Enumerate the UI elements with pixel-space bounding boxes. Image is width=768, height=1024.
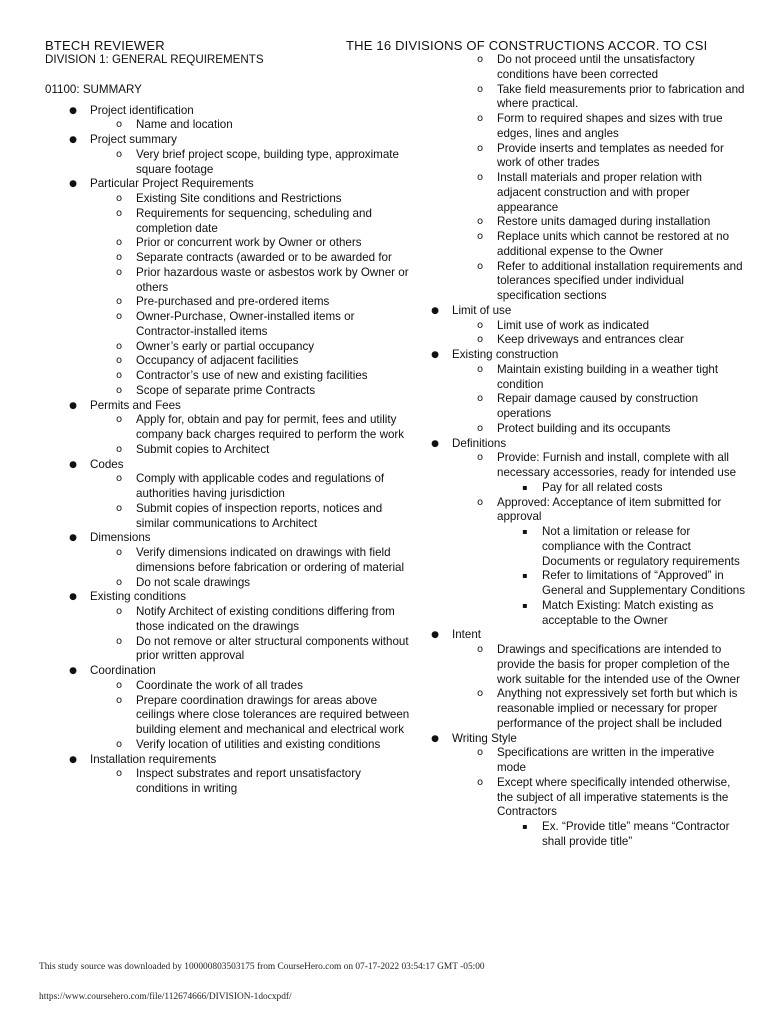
list-item-text: Apply for, obtain and pay for permit, fees and utility company back charges required to perform the work [136, 413, 405, 441]
bullet-icon: ▪ [522, 527, 528, 536]
list-item-text: Limit use of work as indicated [497, 318, 650, 332]
list-item-text: Anything not expressively set forth but which is reasonable implied or necessary for proper performance of the project shall be included [497, 687, 738, 730]
list-item-text: Dimensions [90, 531, 151, 545]
bullet-icon: o [115, 384, 123, 396]
list-item-level-2 [425, 746, 745, 776]
list-item-text: Do not scale drawings [136, 575, 251, 589]
list-item-level-2 [425, 687, 745, 731]
list-item-level-2 [45, 679, 410, 694]
bullet-icon: o [115, 547, 123, 558]
bullet-icon: o [115, 266, 123, 278]
bullet-icon: ● [69, 135, 77, 145]
bullet-icon: o [115, 311, 123, 322]
list-item-level-2 [45, 310, 410, 340]
bullet-icon: ● [431, 733, 439, 744]
list-item-level-1 [45, 664, 410, 679]
header-right-title: THE 16 DIVISIONS OF CONSTRUCTIONS ACCOR. TO CSI [346, 38, 708, 53]
bullet-icon: ▪ [522, 600, 528, 610]
bullet-icon: o [115, 193, 123, 204]
bullet-icon: o [476, 644, 484, 655]
section-title: 01100: SUMMARY [45, 82, 142, 96]
list-item-text: Codes [90, 457, 124, 471]
list-item-level-2 [45, 207, 410, 237]
bullet-icon: ● [69, 754, 77, 765]
list-item-level-2 [45, 118, 410, 133]
bullet-icon: ● [431, 630, 439, 641]
list-item-text: Intent [452, 628, 482, 642]
bullet-icon: o [476, 216, 484, 228]
list-item-level-2 [45, 236, 410, 251]
list-item-text: Ex. “Provide title” means “Contractor shall provide title” [542, 820, 730, 848]
list-item-text: Not a limitation or release for compliance with the Contract Documents or regulatory requirements [542, 525, 740, 568]
bullet-icon: o [115, 355, 123, 367]
list-item-level-2 [45, 605, 410, 635]
bullet-icon: ● [69, 179, 77, 190]
list-item-level-2 [45, 472, 410, 502]
list-item-text: Owner’s early or partial occupancy [136, 339, 315, 353]
list-item-text: Particular Project Requirements [90, 177, 254, 191]
list-item-text: Do not proceed until the unsatisfactory conditions have been corrected [497, 53, 695, 81]
list-item-text: Provide inserts and templates as needed for work of other trades [497, 141, 724, 170]
list-item-text: Project identification [90, 103, 194, 117]
list-item-text: Replace units which cannot be restored at no additional expense to the Owner [497, 230, 730, 258]
download-notice: This study source was downloaded by 100000803503175 from CourseHero.com on 07-17-2022 03:54:17 GMT -05:00 [39, 962, 485, 972]
bullet-icon: o [476, 393, 484, 405]
bullet-icon: o [115, 576, 123, 588]
source-url: https://www.coursehero.com/file/112674666/DIVISION-1docxpdf/ [39, 992, 292, 1002]
list-item-text: Submit copies of inspection reports, notices and similar communications to Architect [136, 501, 383, 530]
list-item-level-2 [45, 192, 410, 207]
bullet-icon: ▪ [522, 571, 528, 581]
list-item-text: Match Existing: Match existing as acceptable to the Owner [542, 598, 714, 627]
bullet-icon: o [115, 252, 123, 263]
list-item-text: Verify dimensions indicated on drawings with field dimensions before fabrication or ordering of material [136, 546, 405, 574]
list-item-level-1 [45, 133, 410, 148]
bullet-icon: o [115, 473, 123, 485]
list-item-level-1 [45, 531, 410, 546]
list-item-level-2 [425, 422, 745, 437]
list-item-level-2 [425, 392, 745, 422]
bullet-icon: o [476, 260, 484, 272]
bullet-icon: ● [69, 666, 77, 676]
list-item-text: Refer to additional installation requirements and tolerances specified under individual specification sections [497, 259, 743, 302]
list-item-level-2 [425, 112, 745, 142]
bullet-icon: o [115, 340, 123, 352]
list-item-level-2 [425, 142, 745, 172]
bullet-icon: o [476, 452, 484, 464]
bullet-icon: o [115, 207, 123, 219]
list-item-level-2 [425, 215, 745, 230]
list-item-text: Installation requirements [90, 752, 217, 766]
bullet-icon: o [115, 443, 123, 455]
list-item-level-2 [425, 260, 745, 304]
list-item-level-2 [425, 496, 745, 526]
list-item-text: Form to required shapes and sizes with true edges, lines and angles [497, 112, 723, 140]
list-item-text: Very brief project scope, building type, approximate square footage [136, 147, 399, 176]
bullet-icon: ● [431, 438, 439, 449]
list-item-level-1 [425, 304, 745, 319]
list-item-text: Except where specifically intended otherwise, the subject of all imperative statements is the Contractors [497, 775, 731, 819]
bullet-icon: o [476, 113, 484, 124]
list-item-text: Protect building and its occupants [497, 421, 671, 435]
list-item-level-3 [425, 525, 745, 569]
right-column [425, 53, 745, 850]
bullet-icon: o [476, 142, 484, 154]
bullet-icon: o [476, 688, 484, 700]
list-item-text: Coordination [90, 664, 156, 677]
list-item-level-2 [45, 694, 410, 738]
bullet-icon: o [115, 370, 123, 381]
list-item-text: Existing Site conditions and Restrictions [136, 192, 342, 205]
list-item-text: Pay for all related costs [542, 480, 663, 494]
left-outline-list [45, 104, 410, 797]
bullet-icon: o [115, 414, 123, 426]
bullet-icon: ▪ [522, 482, 528, 492]
list-item-level-2 [425, 451, 745, 481]
bullet-icon: o [115, 635, 123, 647]
list-item-text: Writing Style [452, 731, 517, 745]
list-item-level-1 [45, 590, 410, 605]
list-item-level-2 [45, 767, 410, 797]
list-item-text: Existing conditions [90, 590, 187, 604]
list-item-level-3 [425, 569, 745, 599]
list-item-level-1 [45, 399, 410, 414]
list-item-level-1 [425, 348, 745, 363]
bullet-icon: o [115, 679, 123, 691]
list-item-level-2 [425, 319, 745, 334]
list-item-text: Restore units damaged during installation [497, 215, 711, 229]
list-item-level-2 [425, 53, 745, 83]
bullet-icon: ● [69, 400, 77, 411]
bullet-icon: o [476, 747, 484, 759]
list-item-text: Specifications are written in the imperative mode [497, 746, 715, 774]
bullet-icon: ● [69, 105, 77, 116]
bullet-icon: o [115, 502, 123, 514]
list-item-level-2 [45, 635, 410, 665]
bullet-icon: ● [69, 533, 77, 544]
list-item-text: Pre-purchased and pre-ordered items [136, 295, 330, 309]
bullet-icon: o [476, 231, 484, 242]
list-item-text: Occupancy of adjacent facilities [136, 354, 299, 368]
list-item-level-1 [425, 437, 745, 452]
list-item-level-2 [45, 295, 410, 310]
bullet-icon: o [115, 148, 123, 160]
list-item-text: Permits and Fees [90, 398, 181, 412]
bullet-icon: o [476, 54, 484, 65]
list-item-level-1 [45, 177, 410, 192]
list-item-text: Prior hazardous waste or asbestos work by Owner or others [136, 265, 409, 294]
list-item-text: Scope of separate prime Contracts [136, 383, 316, 397]
list-item-level-1 [45, 104, 410, 119]
list-item-level-2 [45, 502, 410, 532]
list-item-level-2 [45, 443, 410, 458]
list-item-level-2 [45, 384, 410, 399]
list-item-level-2 [45, 340, 410, 355]
list-item-level-1 [45, 458, 410, 473]
list-item-level-3 [425, 481, 745, 496]
bullet-icon: o [115, 738, 123, 750]
list-item-text: Verify location of utilities and existing conditions [136, 737, 381, 751]
bullet-icon: o [476, 172, 484, 183]
list-item-level-2 [45, 413, 410, 443]
list-item-level-2 [425, 363, 745, 393]
bullet-icon: o [476, 363, 484, 375]
list-item-level-2 [45, 369, 410, 384]
list-item-level-2 [425, 230, 745, 260]
division-title: DIVISION 1: GENERAL REQUIREMENTS [45, 53, 264, 66]
list-item-text: Repair damage caused by construction operations [497, 392, 699, 420]
list-item-level-2 [425, 776, 745, 820]
list-item-text: Limit of use [452, 303, 512, 317]
list-item-text: Notify Architect of existing conditions differing from those indicated on the drawings [136, 605, 395, 633]
bullet-icon: o [476, 334, 484, 346]
list-item-level-2 [425, 643, 745, 687]
list-item-text: Inspect substrates and report unsatisfactory conditions in writing [136, 767, 361, 795]
list-item-level-2 [45, 148, 410, 178]
list-item-text: Prepare coordination drawings for areas above ceilings where close tolerances are required between building element and mechanical and electrical work [136, 693, 410, 736]
list-item-level-1 [425, 732, 745, 747]
bullet-icon: ● [431, 305, 439, 316]
list-item-text: Do not remove or alter structural components without prior written approval [136, 634, 409, 663]
header-left-title: BTECH REVIEWER [45, 38, 165, 53]
bullet-icon: ● [69, 592, 77, 603]
list-item-level-2 [425, 171, 745, 215]
list-item-level-2 [45, 266, 410, 296]
list-item-text: Prior or concurrent work by Owner or others [136, 236, 362, 250]
bullet-icon: o [115, 606, 123, 617]
list-item-text: Comply with applicable codes and regulations of authorities having jurisdiction [136, 472, 385, 500]
bullet-icon: o [115, 237, 123, 249]
list-item-level-2 [45, 546, 410, 576]
list-item-text: Coordinate the work of all trades [136, 678, 303, 692]
list-item-text: Take field measurements prior to fabrication and where practical. [497, 82, 745, 111]
list-item-level-1 [45, 753, 410, 768]
list-item-level-2 [425, 333, 745, 348]
right-outline-list [425, 53, 745, 850]
list-item-level-1 [425, 628, 745, 643]
list-item-text: Approved: Acceptance of item submitted for approval [497, 495, 722, 524]
list-item-text: Provide: Furnish and install, complete with all necessary accessories, ready for intended use [497, 451, 737, 479]
bullet-icon: ● [431, 350, 439, 360]
list-item-level-3 [425, 820, 745, 850]
list-item-text: Name and location [136, 118, 233, 132]
list-item-text: Separate contracts (awarded or to be awarded for [136, 251, 392, 264]
bullet-icon: o [476, 496, 484, 508]
bullet-icon: o [476, 319, 484, 331]
bullet-icon: o [115, 768, 123, 780]
bullet-icon: o [476, 83, 484, 95]
list-item-level-2 [45, 251, 410, 266]
list-item-level-3 [425, 599, 745, 629]
list-item-text: Owner-Purchase, Owner-installed items or Contractor-installed items [136, 310, 355, 338]
bullet-icon: ▪ [522, 822, 528, 831]
list-item-text: Requirements for sequencing, scheduling and completion date [136, 206, 372, 235]
list-item-text: Install materials and proper relation with adjacent construction and with proper appearance [497, 171, 702, 214]
list-item-text: Existing construction [452, 348, 559, 361]
bullet-icon: o [476, 422, 484, 434]
bullet-icon: ● [69, 459, 77, 470]
list-item-text: Maintain existing building in a weather tight condition [497, 362, 719, 391]
list-item-text: Drawings and specifications are intended to provide the basis for proper completion of the work suitable for the intended use of the Owner [497, 643, 740, 686]
list-item-text: Submit copies to Architect [136, 442, 270, 456]
left-column [45, 53, 410, 797]
bullet-icon: o [115, 119, 123, 131]
list-item-level-2 [45, 354, 410, 369]
list-item-level-2 [45, 738, 410, 753]
list-item-level-2 [45, 576, 410, 591]
bullet-icon: o [115, 296, 123, 308]
list-item-text: Refer to limitations of “Approved” in General and Supplementary Conditions [542, 569, 746, 597]
bullet-icon: o [476, 776, 484, 788]
bullet-icon: o [115, 694, 123, 706]
list-item-text: Definitions [452, 436, 507, 450]
list-item-level-2 [425, 83, 745, 113]
list-item-text: Contractor’s use of new and existing facilities [136, 369, 368, 382]
list-item-text: Keep driveways and entrances clear [497, 333, 684, 347]
list-item-text: Project summary [90, 133, 177, 146]
